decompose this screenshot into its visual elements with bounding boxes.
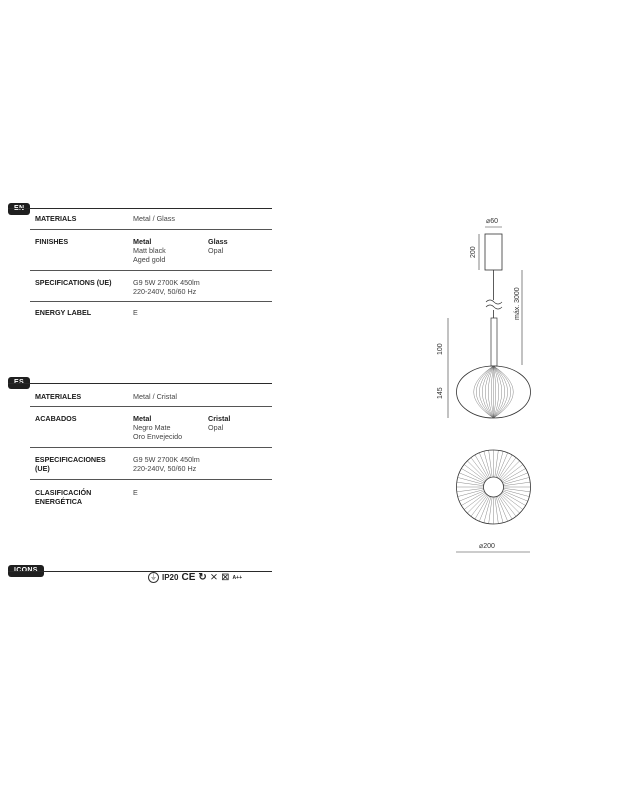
es-materiales-label: MATERIALES [35, 392, 82, 401]
es-especificaciones-line: 220-240V, 50/60 Hz [133, 464, 197, 473]
es-especificaciones-label: (UE) [35, 464, 50, 473]
top-view-rib [467, 461, 486, 480]
en-energy-label: ENERGY LABEL [35, 308, 92, 317]
ip20-icon: IP20 [162, 572, 179, 582]
en-specifications-line: 220-240V, 50/60 Hz [133, 287, 197, 296]
top-view-rib [467, 494, 486, 513]
top-view-ribs [457, 450, 531, 524]
es-acabados-col2-title: Cristal [208, 414, 231, 423]
recycle-icon: ↻ [198, 571, 207, 583]
dimmable-icon: ⨯ [209, 571, 219, 583]
es-acabados-col2-line: Opal [208, 423, 224, 432]
dim-cable-max: máx. 3000 [514, 287, 521, 320]
top-view-rib [496, 451, 503, 477]
dim-canopy-height: 200 [470, 246, 477, 258]
wee-bin-icon: ⊠ [221, 571, 230, 583]
top-view-rib [458, 490, 484, 497]
stem-shape [491, 318, 497, 366]
top-view-rib [503, 482, 530, 486]
es-clasificacion-label: ENERGÉTICA [35, 497, 83, 506]
en-materials-label: MATERIALS [35, 214, 77, 223]
en-specifications-line: G9 5W 2700K 450lm [133, 278, 200, 287]
dim-shade-height: 145 [437, 387, 444, 399]
en-finishes-col2-line: Opal [208, 246, 224, 255]
top-view-inner [484, 477, 504, 497]
en-materials-value: Metal / Glass [133, 214, 175, 223]
top-view-rib [503, 477, 529, 484]
en-finishes-col1-line: Matt black [133, 246, 166, 255]
en-specifications-label: SPECIFICATIONS (UE) [35, 278, 112, 287]
top-view-rib [495, 497, 499, 524]
es-clasificacion-value: E [133, 488, 138, 497]
en-energy-value: E [133, 308, 138, 317]
dim-shade-diameter: ⌀200 [479, 543, 495, 550]
energy-class-icon: A++ [232, 574, 242, 581]
es-acabados-label: ACABADOS [35, 414, 77, 423]
dim-upper: 100 [437, 343, 444, 355]
top-view-rib [484, 497, 491, 523]
es-acabados-col1-line: Negro Mate [133, 423, 171, 432]
es-clasificacion-label: CLASIFICACIÓN [35, 488, 92, 497]
es-acabados-col1-line: Oro Envejecido [133, 432, 183, 441]
top-view-rib [458, 477, 484, 484]
en-finishes-col1-line: Aged gold [133, 255, 166, 264]
top-view-rib [501, 461, 520, 480]
top-view-rib [489, 497, 493, 524]
cable-break-mark [486, 300, 502, 304]
top-view-rib [496, 497, 503, 523]
es-materiales-value: Metal / Cristal [133, 392, 177, 401]
es-especificaciones-line: G9 5W 2700K 450lm [133, 455, 200, 464]
top-view-rib [484, 451, 491, 477]
es-acabados-col1-title: Metal [133, 414, 152, 423]
top-view-rib [503, 490, 529, 497]
dim-canopy-diameter: ⌀60 [486, 218, 499, 225]
es-especificaciones-label: ESPECIFICACIONES [35, 455, 106, 464]
cable-break-mark [486, 305, 502, 309]
top-view-rib [503, 488, 530, 492]
ce-mark-icon: CE [181, 571, 196, 583]
top-view-rib [501, 494, 520, 513]
shade-ribs [474, 366, 514, 418]
top-view-rib [489, 450, 493, 477]
en-finishes-col1-title: Metal [133, 237, 152, 246]
top-view-rib [495, 450, 499, 477]
en-finishes-col2-title: Glass [208, 237, 228, 246]
top-view-rib [457, 482, 484, 486]
top-view-rib [457, 488, 484, 492]
ground-earth-icon: ⏚ [150, 574, 157, 581]
en-finishes-label: FINISHES [35, 237, 69, 246]
canopy-shape [485, 234, 502, 270]
